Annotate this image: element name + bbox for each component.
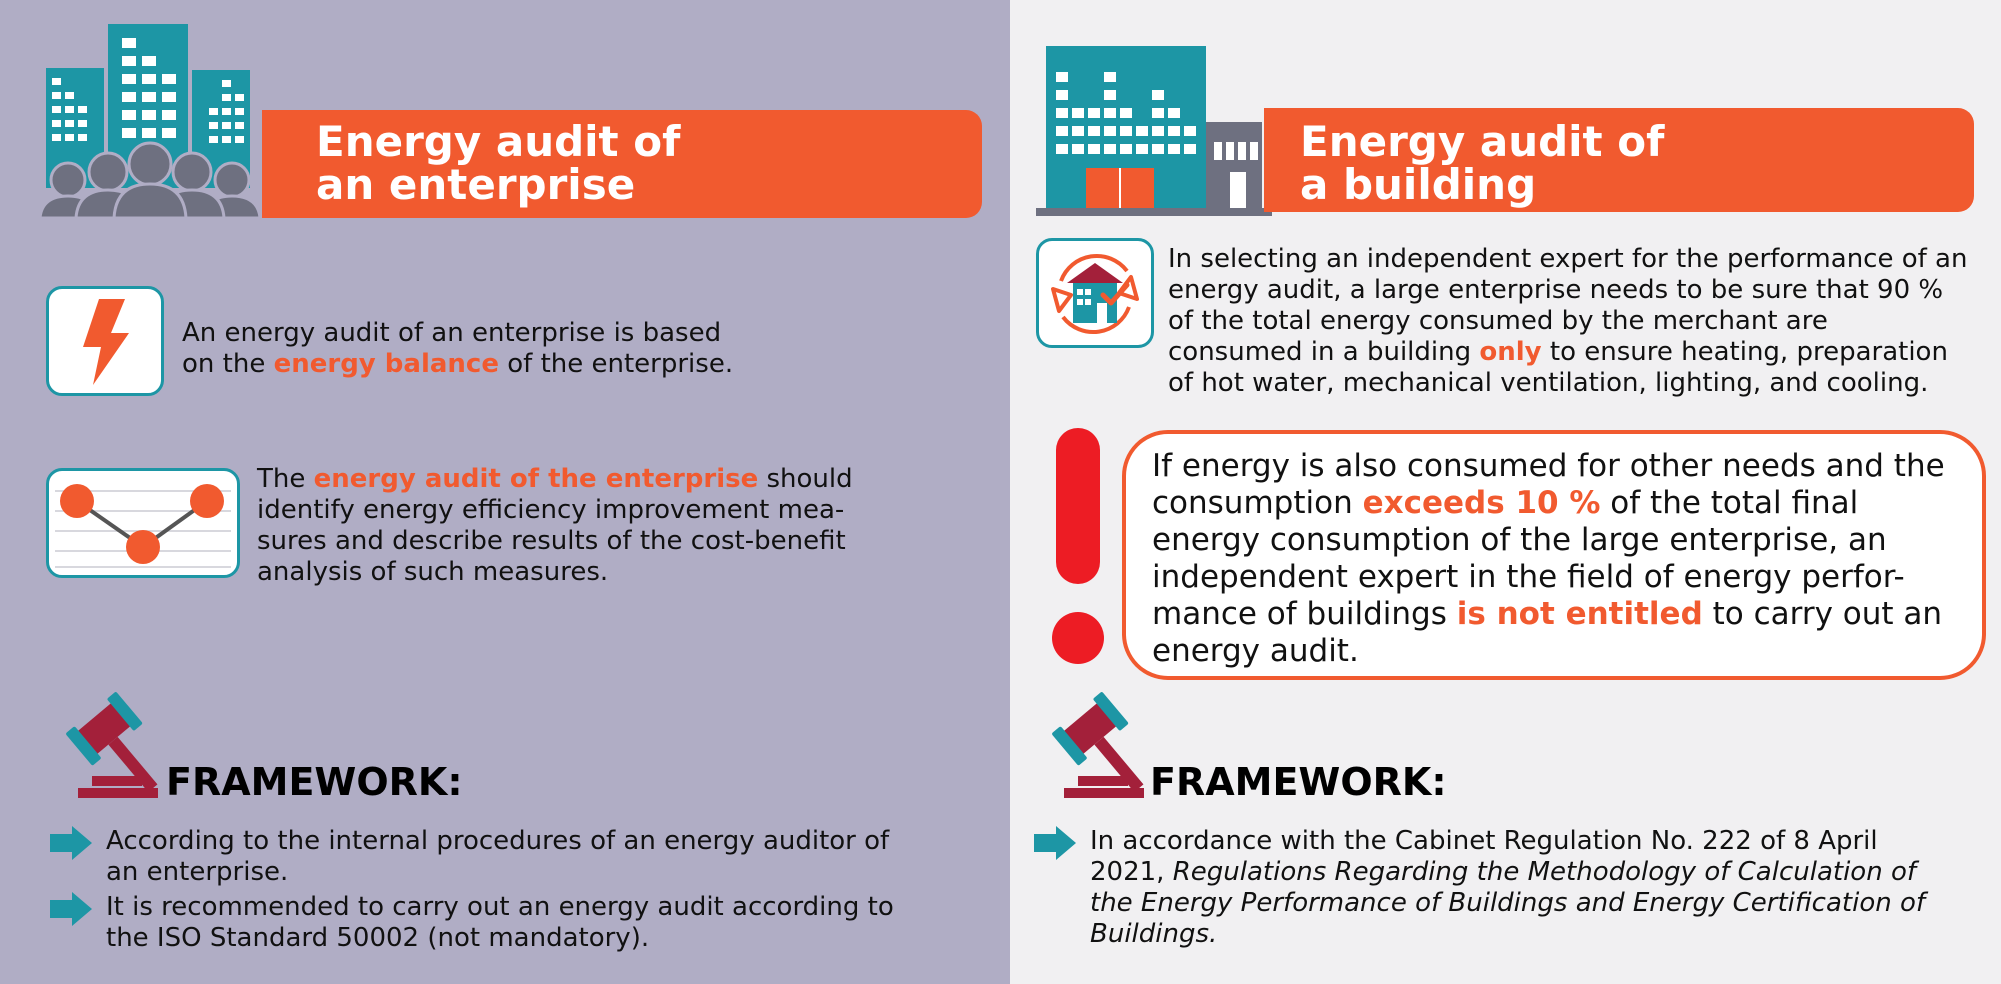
highlight-exceeds: exceeds 10 % (1362, 485, 1601, 521)
building-block-1: In selecting an independent expert for the performance of an energy audit, a large enterprise needs to be sure that 90 % of the total energy consumed by the merchant are consumed in a building only to ensure heating, preparation of hot water, mechanical ventilation, lighting, and cooling. (1168, 244, 1968, 398)
title-line-2: a building (1300, 160, 1537, 209)
title-line-1: Energy audit of (1300, 117, 1665, 166)
house-icon-box (1036, 238, 1154, 348)
exclamation-icon (1048, 426, 1108, 666)
warning-callout: If energy is also consumed for other needs and the consumption exceeds 10 % of the total final energy consumption of the large enterprise, an independent expert in the field of energy perfor-mance of buildings is not entitled to carry out an energy audit. (1122, 430, 1986, 680)
title-banner (1264, 108, 1974, 212)
house-refresh-icon (1039, 241, 1151, 345)
highlight-only: only (1479, 337, 1542, 367)
framework-item-1: According to the internal procedures of an energy auditor of an enterprise. (106, 826, 890, 887)
highlight-energy-balance: energy balance (273, 349, 499, 379)
graph-icon-box (46, 468, 240, 578)
highlight-energy-audit: energy audit of the enterprise (313, 464, 759, 494)
lightning-icon-box (46, 286, 164, 396)
enterprise-block-1: An energy audit of an enterprise is based on the energy balance of the enterprise. (182, 318, 734, 379)
office-building-icon (1036, 44, 1284, 216)
city-people-icon (38, 20, 270, 218)
title-line-2: an enterprise (316, 160, 636, 209)
framework-item-2: It is recommended to carry out an energy audit according to the ISO Standard 50002 (not mandatory). (106, 892, 894, 953)
arrow-right-icon (50, 892, 92, 926)
gavel-icon (1030, 690, 1146, 798)
regulation-title: Regulations Regarding the Methodology of Calculation of the Energy Performance of Buildings and Energy Certification of Buildings. (1090, 857, 1926, 949)
title-line-1: Energy audit of (316, 117, 681, 166)
lightning-icon (49, 289, 161, 393)
enterprise-block-2: The energy audit of the enterprise should identify energy efficiency improvement mea-sures and describe results of the cost-benefit analysis of such measures. (257, 464, 853, 587)
arrow-right-icon (50, 826, 92, 860)
node-graph-icon (49, 471, 237, 575)
arrow-right-icon (1034, 826, 1076, 860)
right-panel (1010, 0, 2001, 984)
framework-item: In accordance with the Cabinet Regulation No. 222 of 8 April 2021, Regulations Regarding the Methodology of Calculation of the Energy Performance of Buildings and Energy Certification of Buildings. (1090, 826, 1926, 949)
gavel-icon (44, 690, 160, 798)
framework-title: FRAMEWORK: (166, 760, 463, 804)
framework-title: FRAMEWORK: (1150, 760, 1447, 804)
title-banner (262, 110, 982, 218)
highlight-not-entitled: is not entitled (1456, 596, 1703, 632)
